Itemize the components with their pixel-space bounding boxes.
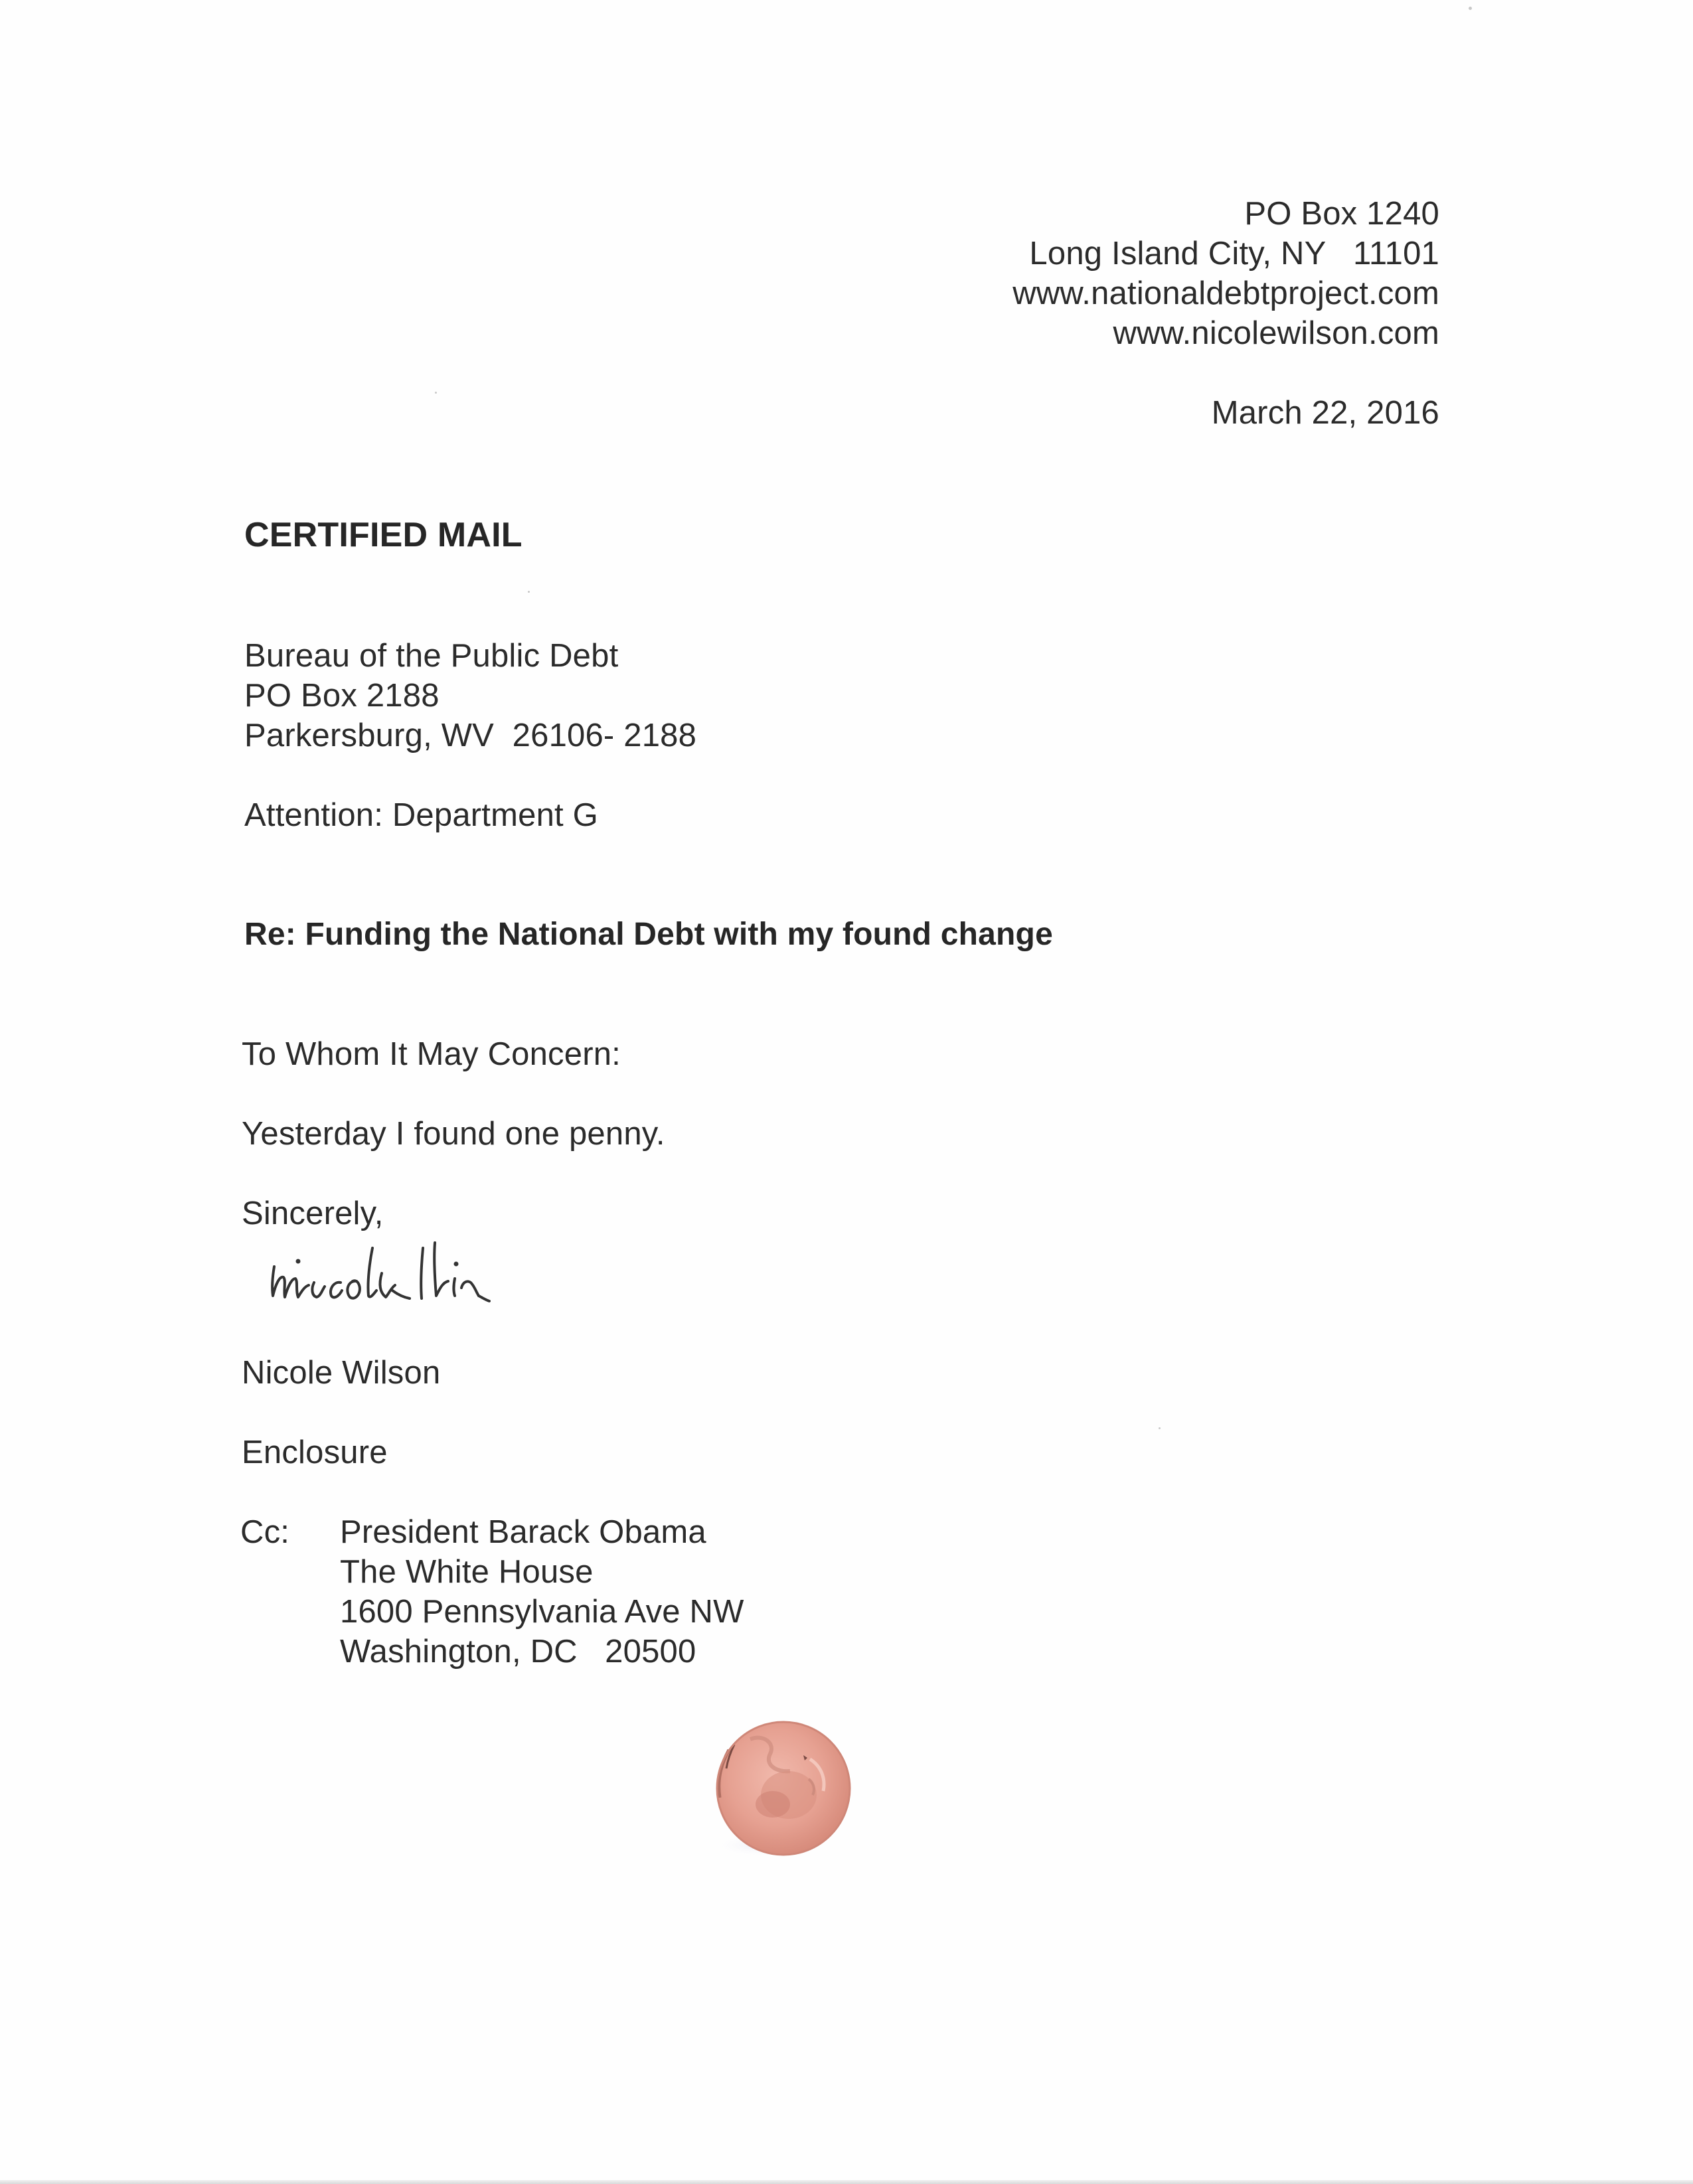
scan-bottom-edge: [0, 2180, 1693, 2184]
salutation: To Whom It May Concern:: [242, 1036, 621, 1072]
cc-address-line1: The White House: [340, 1554, 594, 1590]
handwritten-signature-icon: [256, 1221, 588, 1314]
signer-name: Nicole Wilson: [242, 1355, 441, 1391]
delivery-method-heading: CERTIFIED MAIL: [244, 516, 523, 554]
recipient-address-line2: Parkersburg, WV 26106- 2188: [244, 718, 697, 753]
scan-speck: [528, 591, 530, 593]
cc-address-line2: 1600 Pennsylvania Ave NW: [340, 1594, 744, 1630]
enclosure-line: Enclosure: [242, 1435, 388, 1470]
recipient-address-line1: PO Box 2188: [244, 678, 440, 714]
penny-coin-icon: [690, 1713, 863, 1872]
scan-speck: [1159, 1427, 1161, 1429]
attention-line: Attention: Department G: [244, 797, 598, 833]
recipient-name: Bureau of the Public Debt: [244, 638, 619, 674]
sender-address-line1: PO Box 1240: [1244, 196, 1439, 232]
subject-line: Re: Funding the National Debt with my found change: [244, 917, 1053, 952]
cc-address-line3: Washington, DC 20500: [340, 1634, 696, 1670]
sender-address-line2: Long Island City, NY 11101: [1029, 236, 1439, 272]
scan-speck: [1469, 7, 1472, 10]
cc-label: Cc:: [240, 1514, 290, 1550]
closing: Sincerely,: [242, 1196, 384, 1231]
cc-name: President Barack Obama: [340, 1514, 706, 1550]
letter-date: March 22, 2016: [1211, 395, 1439, 431]
sender-website-1: www.nationaldebtproject.com: [1012, 275, 1439, 311]
enclosed-penny: [690, 1713, 863, 1872]
scan-speck: [435, 392, 437, 394]
sender-website-2: www.nicolewilson.com: [1113, 315, 1439, 351]
body-text: Yesterday I found one penny.: [242, 1116, 665, 1152]
